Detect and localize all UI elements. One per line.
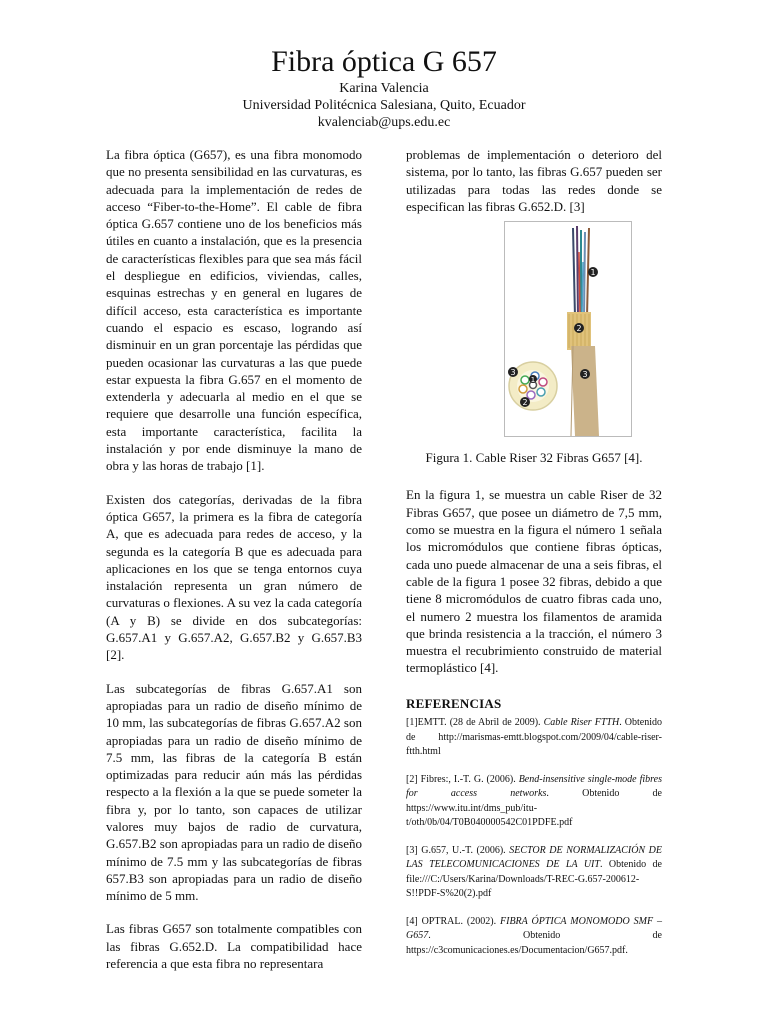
svg-text:2: 2: [522, 398, 528, 408]
figure-caption: Figura 1. Cable Riser 32 Fibras G657 [4].: [425, 450, 643, 466]
svg-text:1: 1: [530, 376, 536, 385]
figure-riser-cable: [504, 221, 632, 437]
svg-text:3: 3: [582, 370, 588, 380]
reference-item: [1]EMTT. (28 de Abril de 2009). Cable Riser FTTH. Obtenido de http://marismas-emtt.blogspot.com/2009/04/cable-riser-ftth.html: [406, 717, 663, 758]
body-paragraph: Las subcategorías de fibras G.657.A1 son apropiadas para un radio de diseño mínimo de 10 mm, las subcategorías de fibras G.657.A2 son apropiadas para un radio de diseño mínimo de 7.5 mm, las fibras de la categoría B están optimizadas para reducir aún más las pérdidas respecto a la flexión a la que se puede someter la fibra y, por lo tanto, son capaces de utilizar valores muy bajos de radio de curvatura, G.657.B2 son apropiadas para un radio de diseño mínimo de 7.5 mm y las subcategorías de fibras 657.B3 son apropiadas para un radio de diseño mínimo de 5 mm.: [106, 680, 362, 904]
body-paragraph: La fibra óptica (G657), es una fibra monomodo que no presenta sensibilidad en las curvaturas, es adecuada para la implementación de redes de acceso “Fiber-to-the-Home”. El cable de fibra óptica G.657 contiene uno de los beneficios más útiles en cuanto a instalación, que es la presencia de características flexibles para que sea más fácil el despliegue en edificios, viviendas, calles, esquinas estrechas y en general en lugares de difícil acceso, esta característica es importante cuando el espacio es escaso, logrando así disminuir en un gran porcentaje las pérdidas que pueden ocasionar las curvaturas a las que puede estar expuesta la fibra G.657 en el momento de extenderla y adecuarla al medio en el que se requiere que desarrolle una función específica, esta importante característica, facilita la instalación y por ende disminuye la mano de obra y las horas de trabajo [1].: [106, 147, 362, 474]
marker-3-section: [508, 367, 518, 377]
author-email: kvalenciab@ups.edu.ec: [317, 115, 451, 130]
marker-1: [588, 267, 598, 277]
paper-title: Fibra óptica G 657: [271, 45, 497, 78]
reference-item: [2] Fibres:, I.-T. G. (2006). Bend-insensitive single-mode fibres for access networks. Obtenido de https://www.itu.int/dms_pub/itu-t/oth/0b/04/T0B040000542C01PDFE.pdf: [406, 773, 662, 829]
svg-text:3: 3: [510, 368, 516, 378]
author-name: Karina Valencia: [339, 81, 429, 96]
reference-item: [3] G.657, U.-T. (2006). SECTOR DE NORMALIZACIÓN DE LAS TELECOMUNICACIONES DE LA UIT. Obtenido de file:///C:/Users/Karina/Downloads/T-REC-G.657-200612-S!!PDF-S%20(2).pdf: [406, 844, 662, 900]
right-column: [406, 146, 662, 971]
body-paragraph: Existen dos categorías, derivadas de la fibra óptica G657, la primera es la fibra de categoría A, que es adecuada para redes de acceso, y la segunda es la categoría B que es adecuada para aplicaciones en los que se tenga entornos cuya instalación representa un gran número de curvaturas o flexiones. A su vez la cada categoría (A y B) se divide en dos subcategorías: G.657.A1 y G.657.A2, G.657.B2 y G.657.B3 [2].: [106, 491, 362, 663]
reference-item: [4] OPTRAL. (2002). FIBRA ÓPTICA MONOMODO SMF – G657. Obtenido de https://c3comunicaciones.es/Documentacion/G657.pdf.: [406, 915, 662, 956]
marker-2: [574, 323, 584, 333]
svg-text:2: 2: [576, 324, 582, 334]
paper-header: [0, 44, 768, 131]
svg-text:1: 1: [590, 268, 596, 278]
references-heading: REFERENCIAS: [406, 695, 502, 711]
body-paragraph: Las fibras G657 son totalmente compatibles con las fibras G.652.D. La compatibilidad hace referencia a que esta fibra no representara: [106, 921, 362, 972]
body-paragraph: problemas de implementación o deterioro del sistema, por lo tanto, las fibras G.657 pueden ser utilizadas para todas las redes donde se especifican las fibras G.652.D. [3]: [406, 147, 662, 214]
marker-2-section: [520, 397, 530, 407]
left-column: [106, 146, 362, 988]
marker-3: [580, 369, 590, 379]
body-paragraph: En la figura 1, se muestra un cable Riser de 32 Fibras G657, que posee un diámetro de 7,5 mm, como se muestra en la figura el número 1 señala los micromódulos que contiene fibras ópticas, cada uno puede almacenar de una a seis fibras, el cable de la figura 1 posee 32 fibras, debido a que tiene 8 micromódulos de cuatro fibras cada uno, el numero 2 muestra los filamentos de aramida que brinda resistencia a la tracción, el número 3 muestra el recubrimiento construido de material termoplástico [4].: [406, 487, 662, 676]
outer-jacket: [571, 346, 599, 436]
author-affiliation: Universidad Politécnica Salesiana, Quito, Ecuador: [242, 98, 526, 113]
cable-illustration: [505, 222, 631, 436]
